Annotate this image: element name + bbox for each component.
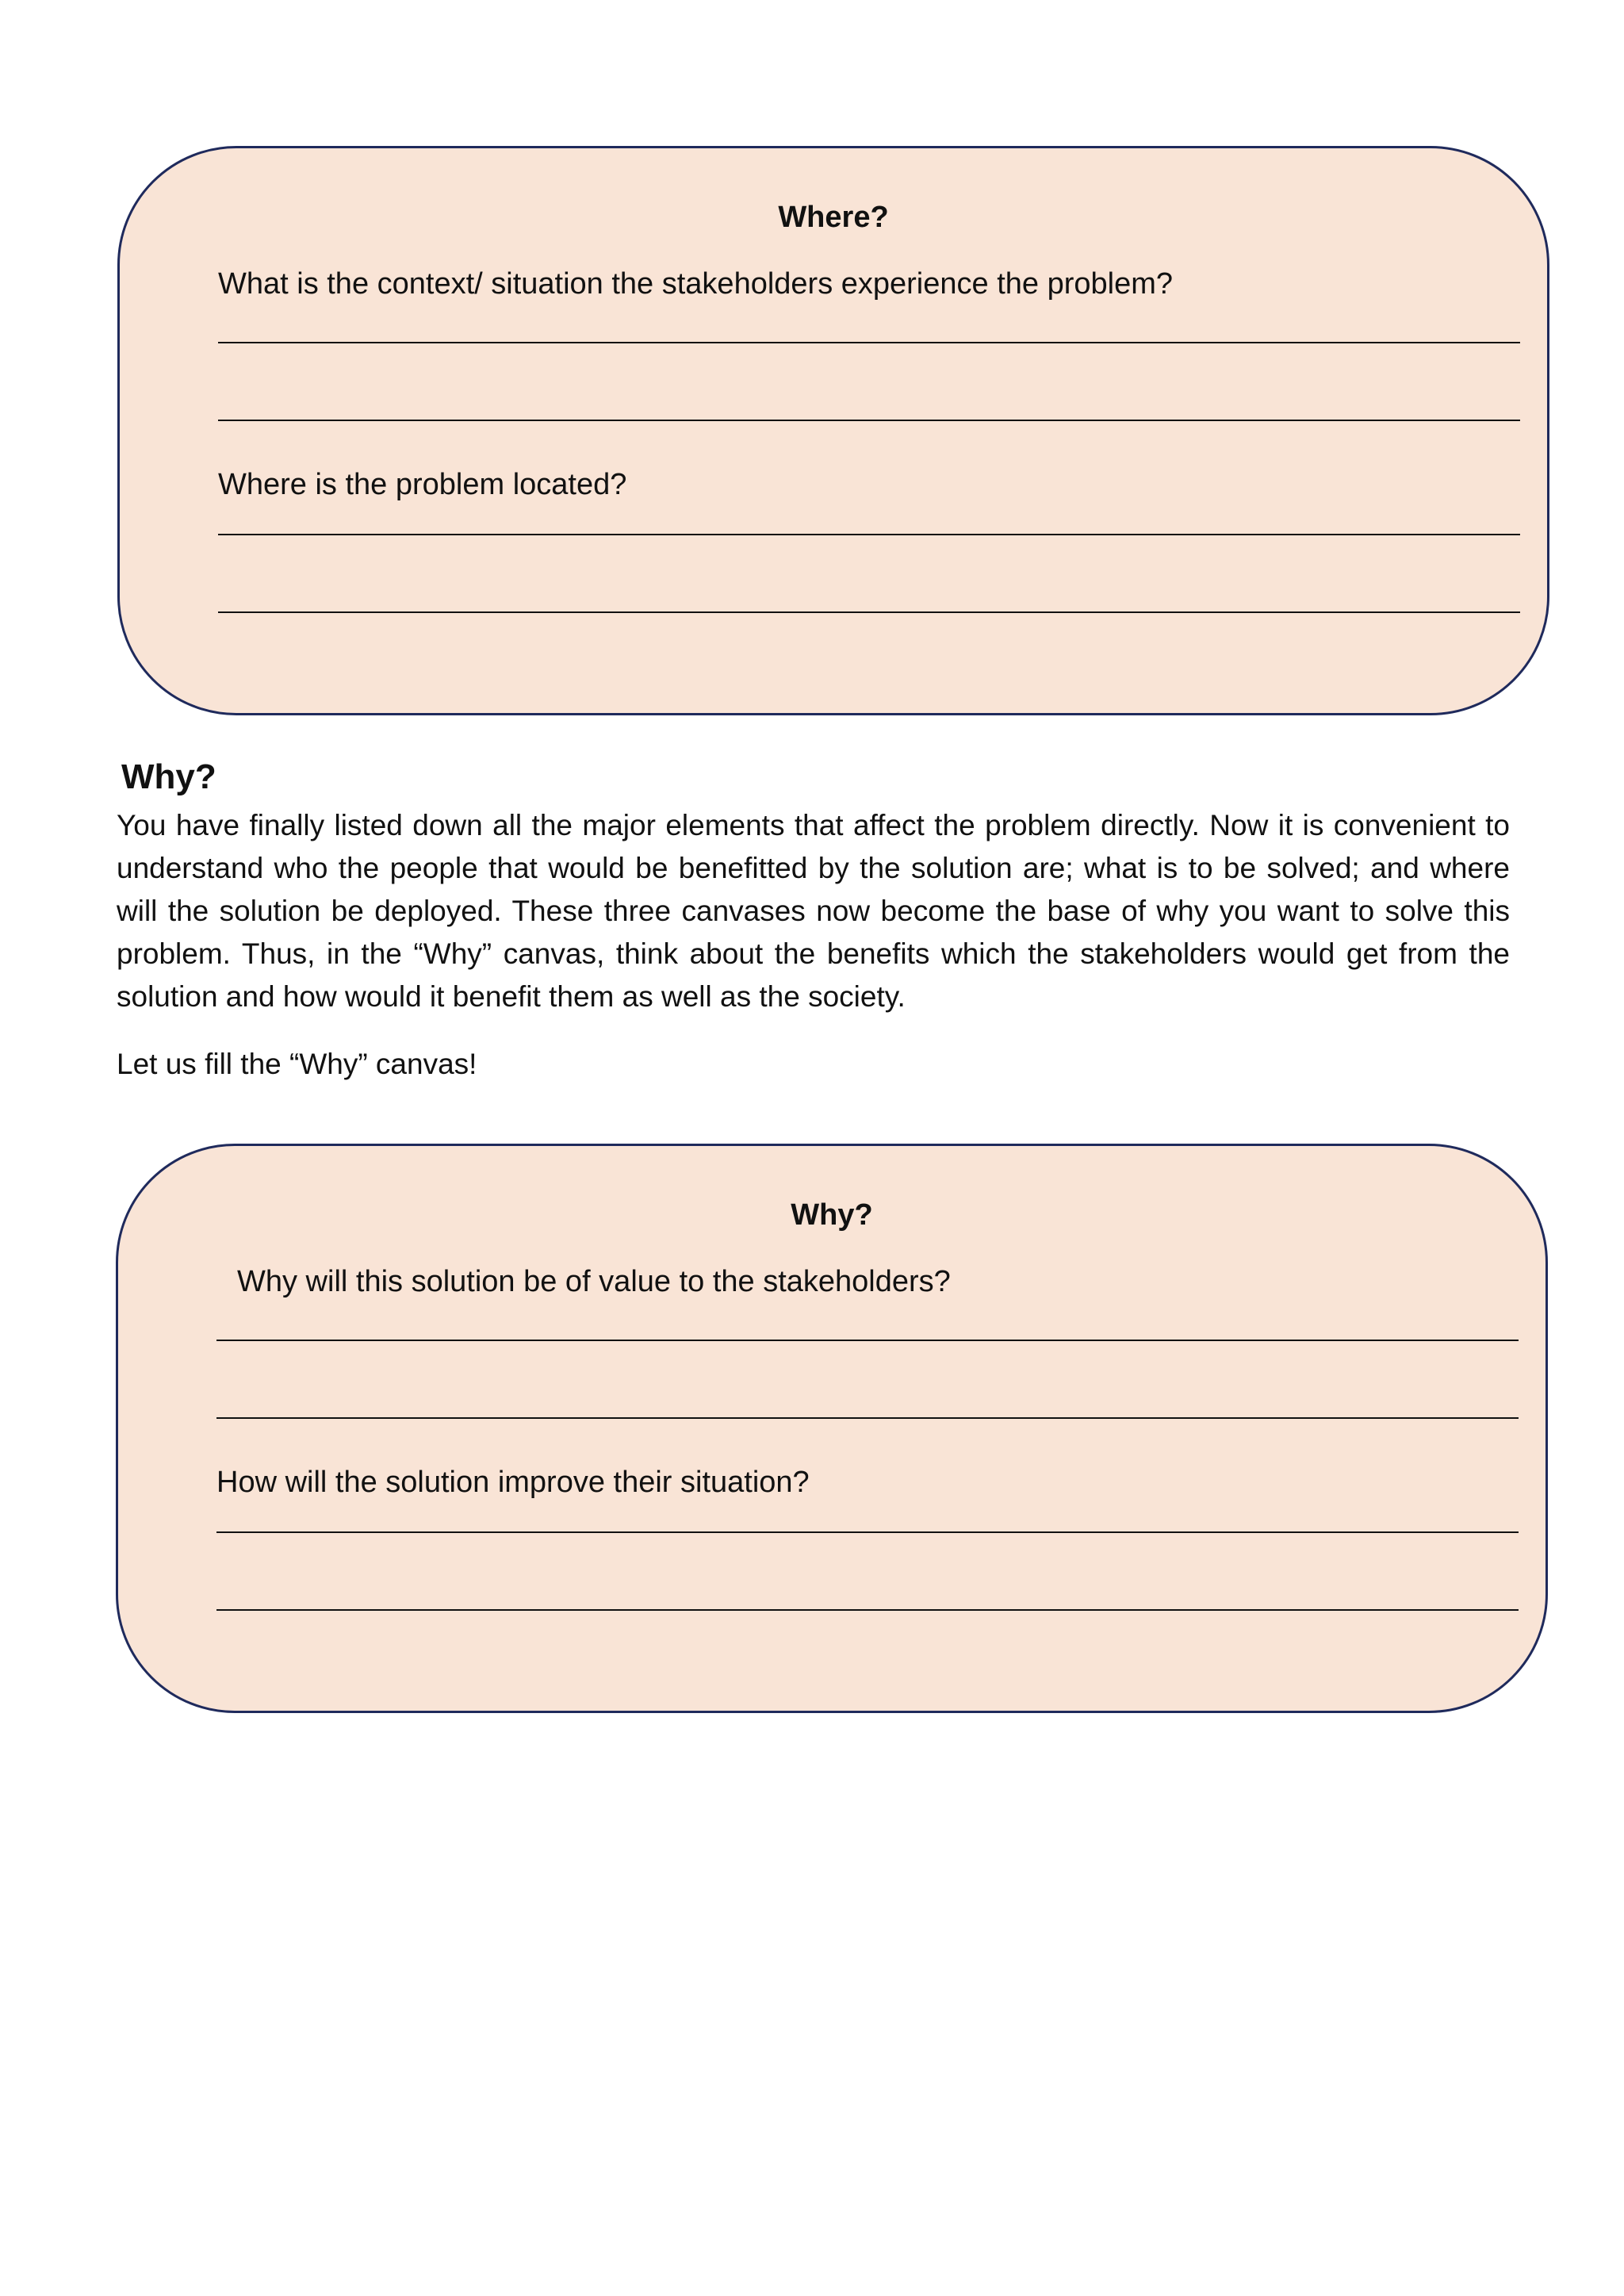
answer-line[interactable] [218,611,1520,613]
answer-line[interactable] [216,1609,1519,1611]
answer-line[interactable] [218,420,1520,421]
why-section-heading: Why? [121,757,216,796]
why-canvas [116,1144,1548,1713]
where-question-location: Where is the problem located? [218,468,627,501]
why-question-value: Why will this solution be of value to the stakeholders? [237,1265,951,1298]
why-question-improve: How will the solution improve their situation? [216,1466,810,1499]
why-instruction: Let us fill the “Why” canvas! [117,1048,477,1080]
answer-line[interactable] [218,534,1520,535]
answer-line[interactable] [218,342,1520,343]
why-intro-paragraph: You have finally listed down all the major elements that affect the problem directly. Now it is convenient to understand who the people that would be benefitted by the solution are; what is to be solved; and where will the solution be deployed. These three canvases now become the base of why you want to solve this problem. Thus, in the “Why” canvas, think about the benefits which the stakeholders would get from the solution and how would it benefit them as well as the society. [117,809,1510,1013]
where-canvas [117,146,1549,715]
why-canvas-title: Why? [791,1198,873,1232]
answer-line[interactable] [216,1417,1519,1419]
where-question-context: What is the context/ situation the stakeholders experience the problem? [218,267,1174,301]
answer-line[interactable] [216,1340,1519,1341]
answer-line[interactable] [216,1531,1519,1533]
where-canvas-title: Where? [778,201,889,234]
